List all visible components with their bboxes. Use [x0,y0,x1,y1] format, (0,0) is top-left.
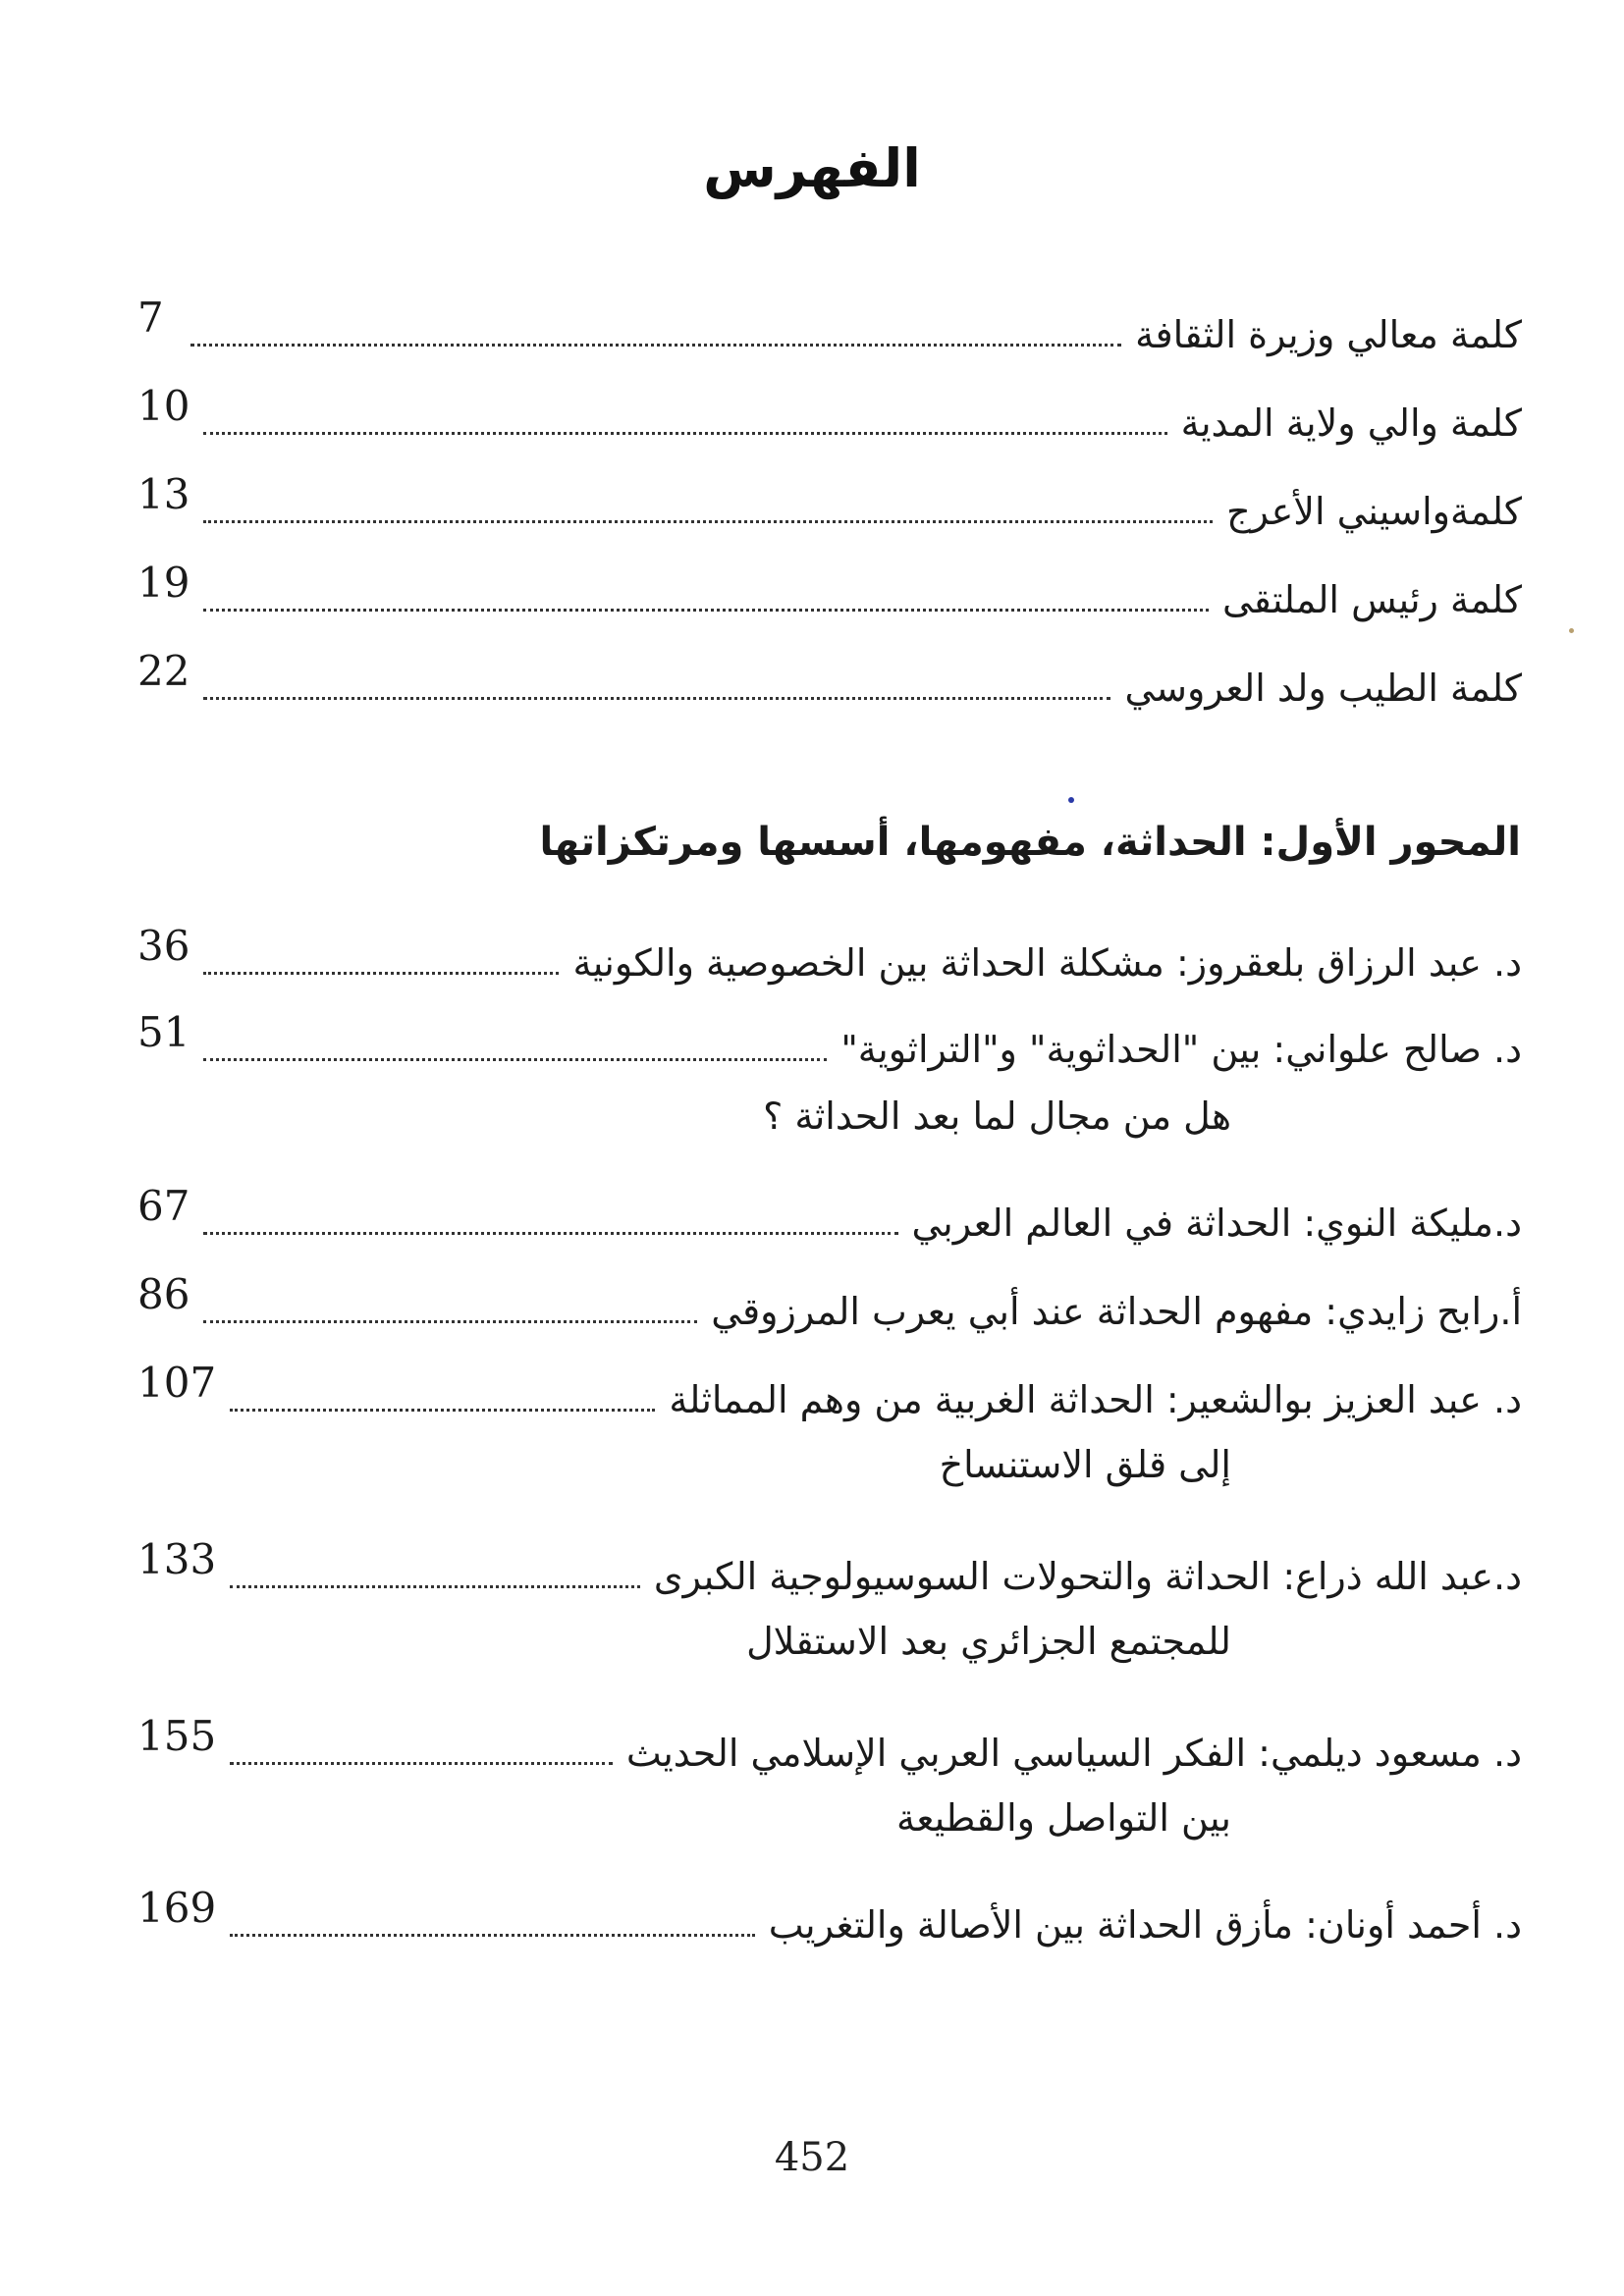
toc-entry-continuation: إلى قلق الاستنساخ [939,1443,1231,1486]
toc-entry-continuation: للمجتمع الجزائري بعد الاستقلال [746,1620,1231,1663]
toc-entry-page: 169 [137,1883,217,1932]
dot-leader [203,1320,697,1323]
dot-leader [203,609,1208,612]
dot-leader [230,1585,640,1588]
toc-entry [137,290,1522,358]
dot-leader [203,972,559,975]
toc-entry-text: د. مسعود ديلمي: الفكر السياسي العربي الإسلامي الحديث [625,1732,1522,1776]
toc-entry-page: 133 [137,1534,217,1583]
dot-leader [230,1409,655,1412]
toc-entry-page: 36 [137,921,190,970]
toc-entry [137,918,1522,987]
toc-entry-text: كلمة رئيس الملتقى [1221,578,1522,622]
toc-entry-page: 107 [137,1358,217,1407]
dot-leader [203,1058,827,1061]
page-title: الفهرس [703,137,921,199]
toc-entry [137,1004,1522,1073]
toc-entry [137,555,1522,623]
dot-leader [230,1934,755,1937]
toc-entry [137,1266,1522,1335]
dot-leader [203,1232,897,1235]
toc-entry-text: د. عبد العزيز بوالشعير: الحداثة الغربية من وهم المماثلة [669,1378,1522,1422]
toc-entry-page: 13 [137,469,190,518]
toc-entry-text: كلمة والي ولاية المدية [1180,401,1522,446]
toc-entry-page: 86 [137,1269,190,1318]
toc-entry-page: 19 [137,558,190,607]
dot-leader [203,432,1166,435]
toc-entry-text: كلمة الطيب ولد العروسي [1124,667,1522,711]
dot-leader [203,697,1110,700]
toc-entry [137,1708,1522,1777]
toc-entry-text: د. عبد الرزاق بلعقروز: مشكلة الحداثة بين الخصوصية والكونية [572,941,1522,986]
toc-entry-text: كلمة معالي وزيرة الثقافة [1135,313,1522,357]
toc-entry [137,643,1522,712]
toc-entry-page: 155 [137,1711,217,1760]
scan-speck [1068,797,1074,803]
toc-entry-page: 7 [137,293,164,342]
toc-entry [137,1531,1522,1600]
toc-entry-text: د. أحمد أونان: مأزق الحداثة بين الأصالة والتغريب [768,1903,1522,1948]
toc-entry-continuation: بين التواصل والقطيعة [895,1796,1231,1840]
toc-entry-continuation: هل من مجال لما بعد الحداثة ؟ [763,1095,1231,1138]
page-number: 452 [774,2135,850,2180]
toc-entry [137,1178,1522,1247]
toc-entry-page: 67 [137,1181,190,1230]
toc-entry [137,1355,1522,1423]
toc-entry-text: د.مليكة النوي: الحداثة في العالم العربي [911,1201,1522,1246]
toc-entry-text: أ.رابح زايدي: مفهوم الحداثة عند أبي يعرب المرزوقي [711,1290,1522,1334]
dot-leader [190,344,1121,347]
toc-entry-text: كلمةواسيني الأعرج [1226,490,1522,534]
toc-entry [137,378,1522,447]
section-heading: المحور الأول: الحداثة، مفهومها، أسسها ومرتكزاتها [539,820,1521,865]
toc-entry-text: د. صالح علواني: بين "الحداثوية" و"التراثوية" [840,1028,1522,1072]
toc-entry-page: 51 [137,1007,190,1056]
toc-entry [137,466,1522,535]
toc-entry-page: 22 [137,646,190,695]
toc-entry-page: 10 [137,381,190,430]
dot-leader [203,520,1213,523]
toc-entry [137,1880,1522,1949]
toc-entry-text: د.عبد الله ذراع: الحداثة والتحولات السوسيولوجية الكبرى [653,1555,1522,1599]
dot-leader [230,1762,613,1765]
scan-speck [1569,628,1574,633]
